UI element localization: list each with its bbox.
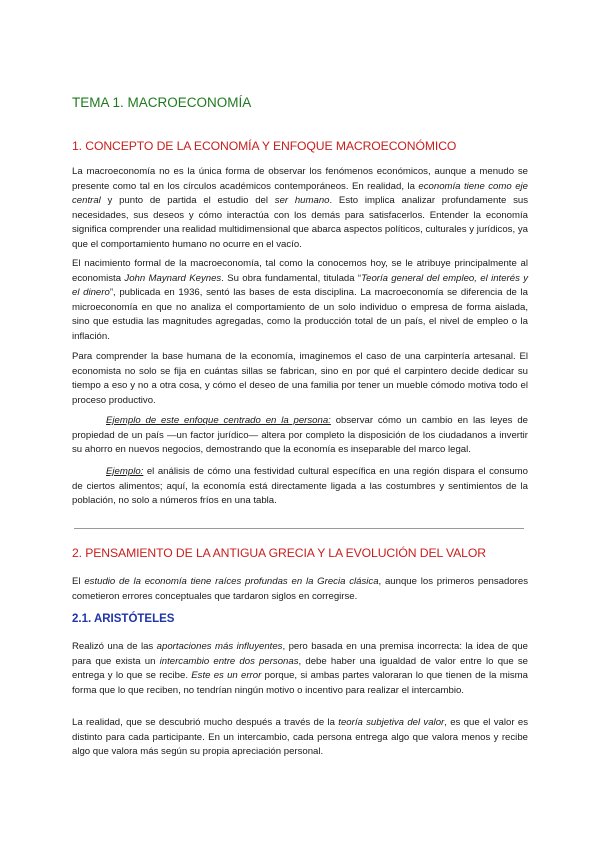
section-1-paragraph-1: La macroeconomía no es la única forma de observar los fenómenos económicos, aunque a menudo se presente como tal en los círculos académicos contemporáneos. En realidad, la economía tiene como eje central y punto de partida el estudio del ser humano. Esto implica analizar profundamente sus necesidades, sus deseos y cómo interactúa con los demás para satisfacerlos. Entender la economía significa comprender una realidad multidimensional que abarca aspectos políticos, culturales y jurídicos, ya que el comportamiento humano no ocurre en el vacío.	[72, 166, 529, 250]
section-1-heading: 1. CONCEPTO DE LA ECONOMÍA Y ENFOQUE MACROECONÓMICO	[72, 139, 457, 153]
aristoteles-paragraph: Realizó una de las aportaciones más influyentes, pero basada en una premisa incorrecta: la idea de que para que exista un intercambio entre dos personas, debe haber una igualdad de valor entre lo que se entrega y lo que se recibe. Este es un error porque, si ambas partes valoraran lo que tienen de la misma forma que lo que reciben, no tendrían ningún motivo o incentivo para realizar el intercambio.	[72, 641, 528, 696]
section-divider	[74, 528, 524, 529]
section-2-paragraph-1: El estudio de la economía tiene raíces profundas en la Grecia clásica, aunque los primeros pensadores cometieron errores conceptuales que tardaron siglos en corregirse.	[72, 576, 529, 602]
document-title: TEMA 1. MACROECONOMÍA	[72, 95, 252, 110]
subjective-value-paragraph: La realidad, que se descubrió mucho después a través de la teoría subjetiva del valor, es que el valor es distinto para cada participante. En un intercambio, cada persona entrega algo que valora menos y recibe algo que valora más según su propia apreciación personal.	[72, 717, 528, 757]
example-person-paragraph: Ejemplo de este enfoque centrado en la persona: observar cómo un cambio en las leyes de propiedad de un país —un factor jurídico— altera por completo la disposición de los ciudadanos a invertir su ahorro en nuevos negocios, demostrando que la economía es inseparable del marco legal.	[72, 415, 528, 455]
section-2-heading: 2. PENSAMIENTO DE LA ANTIGUA GRECIA Y LA EVOLUCIÓN DEL VALOR	[72, 546, 486, 560]
section-1-paragraph-3: Para comprender la base humana de la economía, imaginemos el caso de una carpintería artesanal. El economista no solo se fija en cuántas sillas se fabrican, sino en por qué el carpintero decide dedicar su tiempo a eso y no a otra cosa, y cómo el deseo de una familia por tener un mueble cómodo motiva todo el proceso productivo.	[72, 351, 528, 406]
example-label-2: Ejemplo:	[106, 466, 144, 477]
subsection-aristoteles-heading: 2.1. ARISTÓTELES	[72, 613, 175, 625]
section-1-paragraph-2: El nacimiento formal de la macroeconomía, tal como la conocemos hoy, se le atribuye principalmente al economista John Maynard Keynes. Su obra fundamental, titulada “Teoría general del empleo, el interés y el dinero”, publicada en 1936, sentó las bases de esta disciplina. La macroeconomía se diferencia de la microeconomía en que no analiza el comportamiento de un solo individuo o empresa de forma aislada, sino que estudia las magnitudes agregadas, como la producción total de un país, el nivel de empleo o la inflación.	[72, 258, 528, 342]
example-label: Ejemplo de este enfoque centrado en la persona:	[106, 415, 331, 426]
example-culture-paragraph: Ejemplo: el análisis de cómo una festividad cultural específica en una región dispara el consumo de ciertos alimentos; aquí, la economía está directamente ligada a las costumbres y sentimientos de la población, no solo a números fríos en una tabla.	[72, 466, 528, 506]
